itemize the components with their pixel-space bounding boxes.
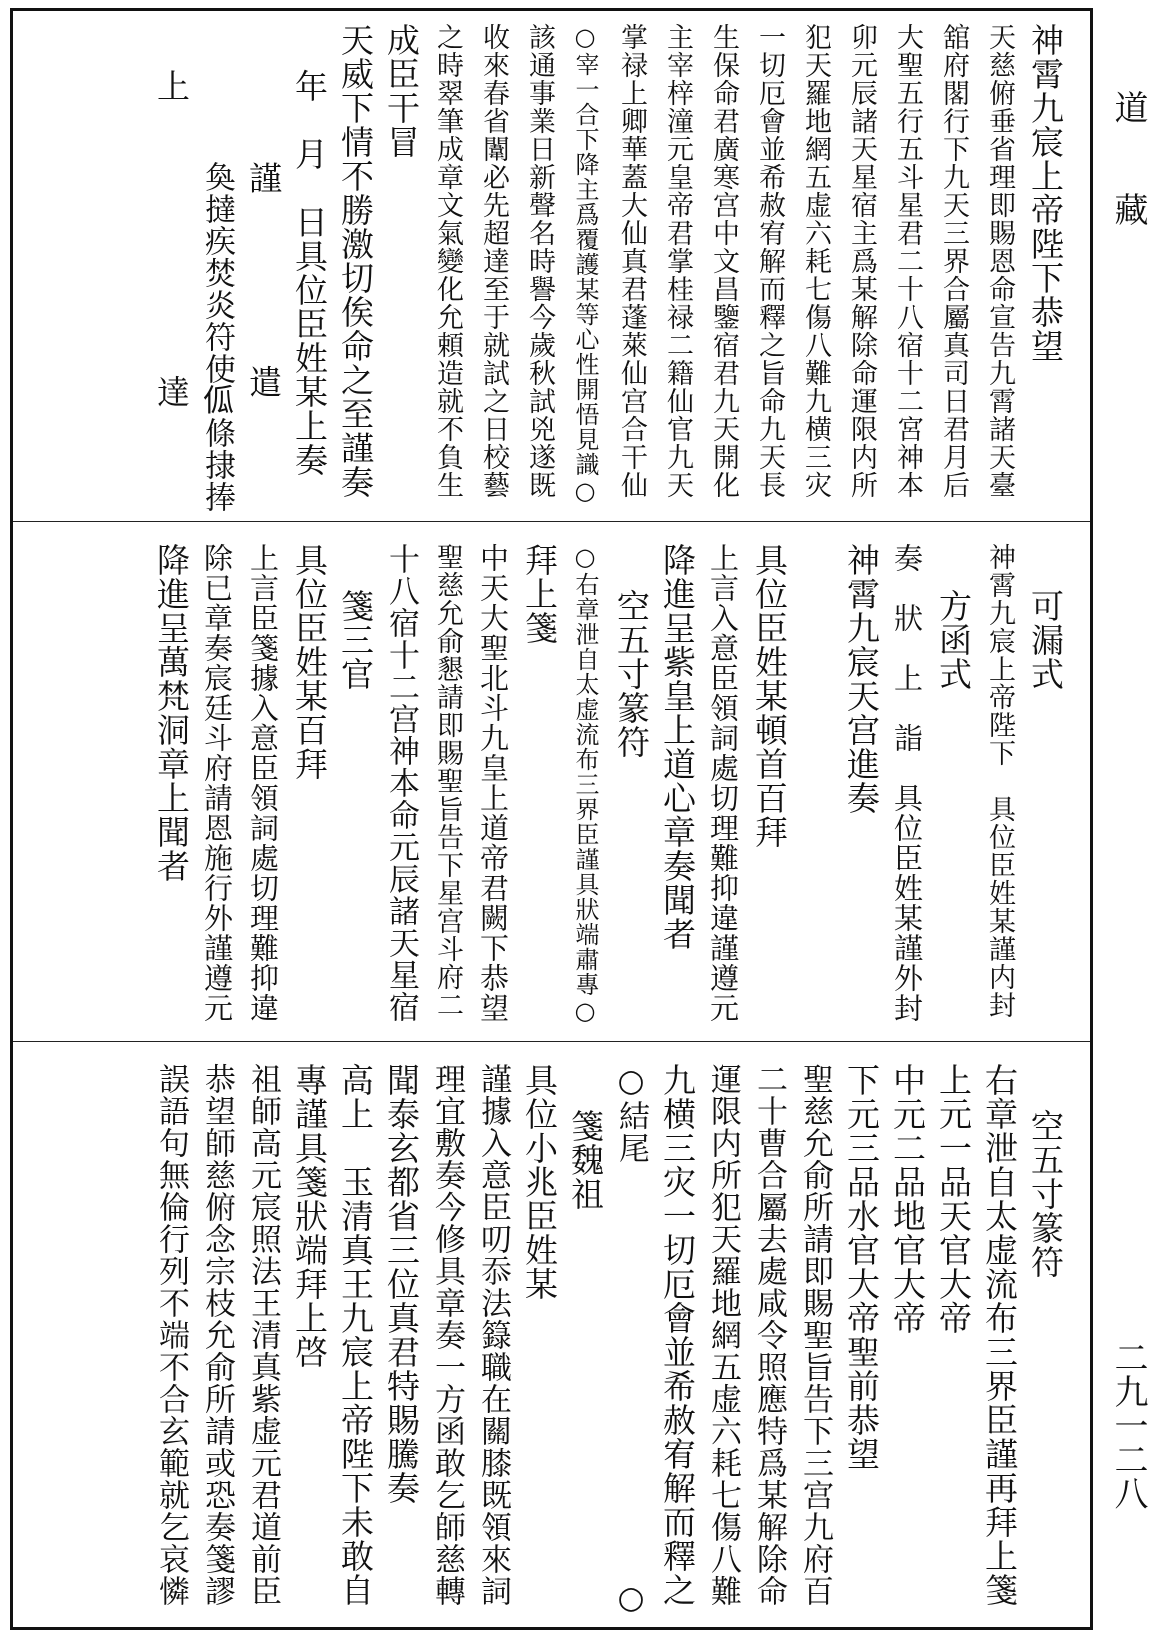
page-frame [10,8,1093,1630]
column-text: 具位臣姓某頓首百拜 [750,543,789,849]
text-column [930,543,976,1035]
text-column [240,1063,286,1619]
text-column [286,23,332,515]
column-text: 降進呈紫皇上道心章奏聞者 [658,543,697,951]
column-text: 大聖五行五斗星君二十八宿十二宮神本 [892,23,923,499]
text-column [838,543,884,1035]
text-column [470,1063,516,1619]
column-group [35,1063,1068,1619]
column-text: 該通事業日新聲名時譽今歲秋試兇遂既 [524,23,555,499]
column-text: 卯元辰諸天星宿主爲某解除命運限内所 [846,23,877,499]
text-column [884,1063,930,1619]
column-text: 二十曹合屬去處咸令照應特爲某解除命 [751,1063,787,1607]
column-text: 奐撻疾焚炎符使𠇗條捸捧 [199,161,235,513]
text-column [608,23,654,515]
column-text: 恭望師慈俯念宗枝允俞所請或恐奏箋謬 [199,1063,235,1607]
column-text: 誤語句無倫行列不端不合玄範就乞哀憐 [153,1063,189,1607]
column-group [35,23,1068,515]
text-column [654,1063,700,1619]
page-number: 二九一二八 [1108,1340,1148,1510]
column-text: 具位臣姓某百拜 [290,543,329,781]
text-column [378,543,424,1035]
column-text: 聖慈允俞所請即賜聖旨告下三宫九府百 [797,1063,833,1607]
section-divider [13,521,1090,522]
text-column [516,23,562,515]
column-text: 九横三灾一切厄會並希赦宥解而釋之 [658,1063,697,1607]
text-column [194,543,240,1035]
text-column [148,1063,194,1619]
text-column [332,543,378,1035]
text-column [562,543,608,1035]
column-text: 運限内所犯天羅地網五虚六耗七傷八難 [705,1063,741,1607]
text-column [608,1063,654,1619]
column-text: 上言入意臣領詞處切理難抑違謹遵元 [706,543,740,1023]
text-column [746,1063,792,1619]
column-text: 之時翠筆成章文氣變化允頼造就不負生 [432,23,463,499]
column-text: 祖師高元宸照法王清真紫虚元君道前臣 [245,1063,281,1607]
middle-section [35,543,1068,1035]
column-text: 可漏式 [1026,589,1065,691]
text-column [654,543,700,1035]
text-column [424,23,470,515]
column-group [35,543,1068,1035]
column-text: 上 達 [152,69,191,409]
text-column [930,23,976,515]
column-text: 右章泄自太虚流布三界臣謹再拜上箋 [980,1063,1019,1607]
text-column [700,543,746,1035]
text-column [976,543,1022,1035]
column-text: 除已章奏宸廷斗府請恩施行外謹遵元 [200,543,234,1023]
text-column [148,23,194,515]
column-text: 成臣干冒 [382,23,421,159]
text-column [332,1063,378,1619]
column-text: 舘府閣行下九天三界合屬真司日君月后 [938,23,969,499]
text-column [516,543,562,1035]
text-column [516,1063,562,1619]
text-column [700,23,746,515]
column-text: 年 月 日具位臣姓某上奏 [290,69,329,477]
text-column [976,23,1022,515]
column-text: 中天大聖北斗九皇上道帝君闕下恭望 [476,543,510,1023]
text-column [424,543,470,1035]
text-column [792,543,838,1035]
text-column [838,1063,884,1619]
column-text: 拜上箋 [520,543,559,645]
column-text: 空五寸篆符 [1026,1109,1065,1279]
column-text: 天威下情不勝激切俟命之至謹奏 [336,23,375,499]
column-text: 神霄九宸上帝陛下 具位臣姓某謹内封 [984,543,1015,1019]
column-text: 聖慈允俞懇請即賜聖旨告下星宫斗府二 [432,543,463,1019]
text-column [838,23,884,515]
column-text: 神霄九宸上帝陛下恭望 [1026,23,1065,363]
column-text: 具位小兆臣姓某 [520,1063,559,1301]
column-text: 下元三品水官大帝聖前恭望 [842,1063,881,1471]
column-text: 箋三官 [336,589,375,691]
text-column [746,23,792,515]
text-column [148,543,194,1035]
text-column [378,23,424,515]
text-column [700,1063,746,1619]
column-text: ○右章泄自太虚流布三界臣謹具狀端肅專○ [571,543,599,1026]
text-column [1022,543,1068,1035]
text-column [1022,23,1068,515]
column-text: 一切厄會並希赦宥解而釋之旨命九天長 [754,23,785,499]
column-text: 收來春省闈必先超達至于就試之日校藝 [478,23,509,499]
column-text: 空五寸篆符 [612,589,651,759]
text-column [286,543,332,1035]
column-text: 專謹具箋狀端拜上啓 [290,1063,329,1369]
text-column [194,1063,240,1619]
text-column [562,1063,608,1619]
text-column [608,543,654,1035]
text-column [194,23,240,515]
section-divider [13,1041,1090,1042]
column-text: 天慈俯垂省理即賜恩命宣告九霄諸天臺 [984,23,1015,499]
text-column [792,1063,838,1619]
column-text: 方函式 [934,589,973,691]
text-column [332,23,378,515]
column-text: 神霄九宸天宫進奏 [842,543,881,815]
text-column [930,1063,976,1619]
text-column [286,1063,332,1619]
text-column [654,23,700,515]
top-section [35,23,1068,515]
column-text: 謹 遣 [244,161,283,399]
column-text: 上言臣箋據入意臣領詞處切理難抑違 [246,543,280,1023]
column-text: 十八宿十二宫神本命元辰諸天星宿 [383,543,419,1023]
column-text: 主宰梓潼元皇帝君掌桂禄二籍仙官九天 [662,23,693,499]
bottom-section [35,1063,1068,1619]
column-text: 聞泰玄都省三位真君特賜騰奏 [382,1063,421,1505]
column-text: ○宰一合下降主爲覆護某等心性開悟見識○ [571,23,599,506]
text-column [746,543,792,1035]
column-text: 降進呈萬梵洞章上聞者 [152,543,191,883]
text-column [378,1063,424,1619]
column-text: 箋魏祖 [566,1109,605,1211]
text-column [470,543,516,1035]
text-column [792,23,838,515]
text-column [562,23,608,515]
column-text: 掌禄上卿華蓋大仙真君蓬萊仙宫合干仙 [616,23,647,499]
collection-title: 道 藏 [1108,90,1148,226]
text-column [1022,1063,1068,1619]
column-text: 中元二品地官大帝 [888,1063,927,1335]
column-text: 謹據入意臣叨忝法籙職在關膝既領來詞 [475,1063,511,1607]
column-text: 理宜敷奏今修具章奏一方函敢乞師慈轉 [429,1063,465,1607]
text-column [976,1063,1022,1619]
text-column [240,23,286,515]
text-column [884,543,930,1035]
text-column [424,1063,470,1619]
column-text: 生保命君廣寒宫中文昌鑒宿君九天開化 [708,23,739,499]
column-text: 高上 玉清真王九宸上帝陛下未敢自 [336,1063,375,1607]
column-text: 奏 狀 上 詣 具位臣姓某謹外封 [890,543,924,1023]
column-text: ○結尾 ○ [613,1063,649,1617]
column-text: 犯天羅地網五虚六耗七傷八難九横三灾 [800,23,831,499]
text-column [240,543,286,1035]
text-column [884,23,930,515]
text-column [470,23,516,515]
column-text: 上元一品天官大帝 [934,1063,973,1335]
